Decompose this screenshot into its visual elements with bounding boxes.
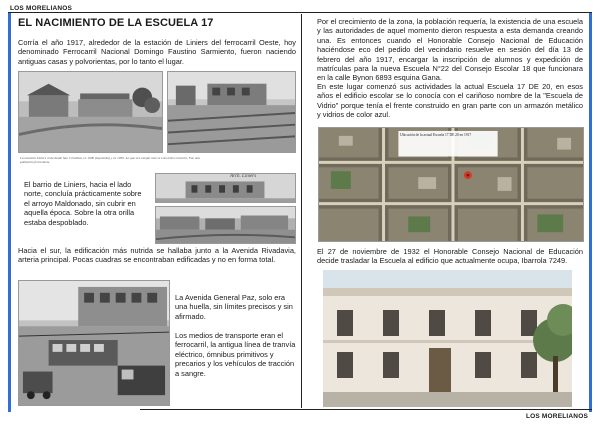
station-photo-caption: La estación Liniers vista desde San Cristóbal, en 1900 (izquierda) y en 1930. Lo que era campo ralo se convirtió en barrio. Fue una población ferroviaria.: [20, 156, 200, 165]
activity-paragraph: En este lugar comenzó sus actividades la actual Escuela 17 DE 20, en esos años el edificio escolar se lo conocía con el cariñoso nombre de la "Escuela de Vidrio" porque tenía el frente construido en gran parte con un armazón metálico y vidrios de color azul.: [317, 82, 583, 120]
south-paragraph: Hacia el sur, la edificación más nutrida se hallaba junto a la Avenida Rivadavia, arteria principal. Pocas cuadras se encontraban edificadas y no en forma total.: [18, 246, 296, 265]
map-label: Ubicación de la actual Escuela 17 DE 20 en 1917: [400, 133, 472, 137]
station-photo-1900: [18, 71, 163, 153]
growth-paragraph: Por el crecimiento de la zona, la población requería, la existencia de una escuela y las autoridades de aquel momento dieron respuesta a esta demanda creando una. Es entonces cuando el Honorable Consejo Nacional de Educación haciéndose eco del pedido del vecindario resuelve en sesión del día 13 de febrero del año 1917, encargar la inscripción de alumnos y expedición de matrículas para la nueva Escuela N°22 del Consejo Escolar 18 que funcionara en la calle Bynon 6893 esquina Gana.: [317, 17, 583, 83]
bottom-rule: [140, 409, 592, 410]
station-photo-1930: [167, 71, 296, 153]
header-tag: LOS MORELIANOS: [10, 5, 73, 12]
transport-paragraph: Los medios de transporte eran el ferrocarril, la antigua línea de tranvía eléctrico, ómnibus primitivos y precarios y los vehículos de tracción a sangre.: [175, 331, 296, 378]
left-frame-border: [8, 12, 11, 412]
top-rule: [8, 12, 592, 13]
column-divider: [301, 14, 302, 408]
right-frame-border: [589, 12, 592, 412]
barrio-paragraph: El barrio de Liniers, hacia el lado norte, concluía prácticamente sobre el arroyo Maldonado, sin cubrir en aquella época. Sobre la otra orilla estaba despoblado.: [24, 180, 142, 227]
houses-photo: [155, 173, 296, 203]
general-paz-paragraph: La Avenida General Paz, solo era una huella, sin límites precisos y sin afirmado.: [175, 293, 293, 321]
footer-tag: LOS MORELIANOS: [525, 413, 588, 420]
aerial-map: [318, 127, 584, 242]
intro-paragraph: Corría el año 1917, alrededor de la estación de Liniers del ferrocarril Oeste, hoy denominado Ferrocarril Nacional Domingo Faustino Sarmiento, fueron naciendo antiguas casas y polvorientas, por lo tanto el lugar.: [18, 38, 296, 66]
photo-signature: Arch. Liniers: [230, 174, 257, 179]
street-photo: [155, 206, 296, 244]
school-building-photo: [323, 270, 572, 407]
page-title: EL NACIMIENTO DE LA ESCUELA 17: [18, 17, 214, 29]
move-paragraph: El 27 de noviembre de 1932 el Honorable Consejo Nacional de Educación decide trasladar la Escuela al edificio que actualmente ocupa, Ibarrola 7249.: [317, 247, 583, 266]
transport-photo: [18, 280, 170, 406]
